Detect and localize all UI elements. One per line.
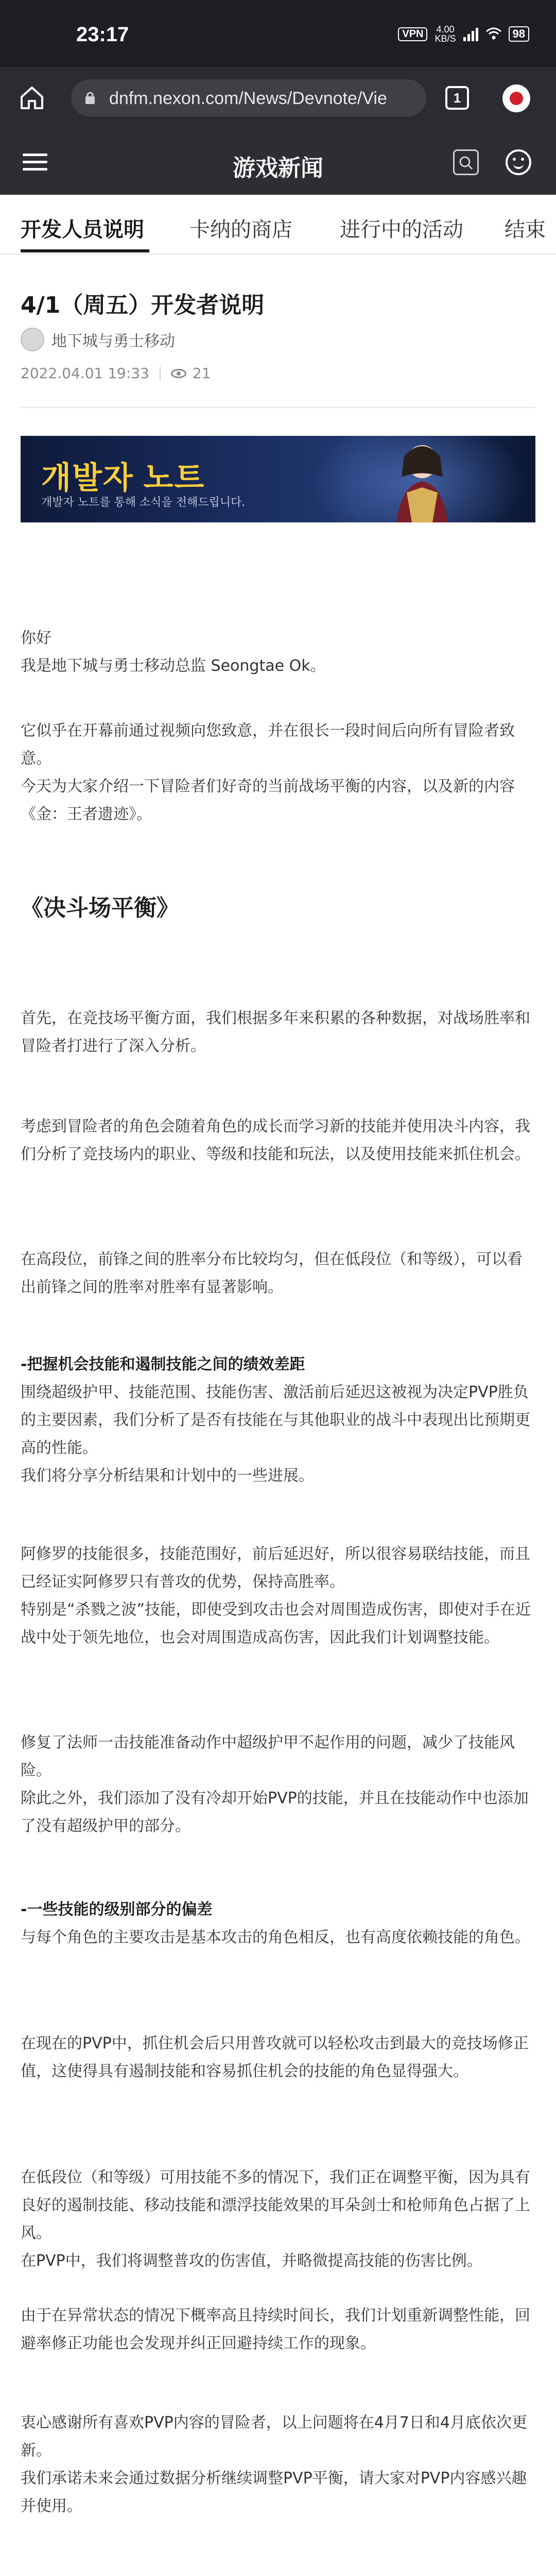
header-divider [21,407,535,408]
tab-switcher-button[interactable]: 1 [445,86,469,110]
meta-divider [160,367,161,380]
paragraph-pvp-thanks: 衷心感谢所有喜欢PVP内容的冒险者，以上问题将在4月7日和4月底依次更新。 我们承诺未来会通过数据分析继续调整PVP平衡，请大家对PVP内容感兴趣并使用。 [21,2414,527,2515]
author-name: 地下城与勇士移动 [51,332,175,350]
category-tabs [0,195,556,255]
clock: 23:17 [76,23,129,46]
avatar [21,328,44,351]
paragraph-asura: 阿修罗的技能很多，技能范围好，前后延迟好，所以很容易联结技能，而且已经证实阿修罗只有普攻的优势，保持高胜率。 特别是“杀戮之波”技能，即使受到攻击也会对周围造成伤害，即使对手在近战中处于领先地位，也会对周围造成高伤害，因此我们计划调整技能。 [21,1545,531,1647]
banner-subtitle: 개발자 노트를 통해 소식을 전해드립니다. [41,496,246,509]
profile-icon[interactable] [502,84,530,112]
active-tab-indicator [21,249,149,252]
subheading-level-deviation: -一些技能的级别部分的偏差 [21,1901,213,1919]
address-bar[interactable] [71,79,426,116]
home-icon[interactable] [19,84,45,111]
view-count: 21 [192,365,211,382]
battery-icon: 98 [509,26,529,42]
tab-kana-shop[interactable]: 卡纳的商店 [189,218,292,242]
status-bar [0,0,556,67]
url-text: dnfm.nexon.com/News/Devnote/Vie [109,89,387,108]
article-author [21,328,175,351]
eye-icon [171,369,186,378]
wifi-icon [486,27,501,41]
tab-ended[interactable]: 结束 [505,218,546,242]
paragraph-balance-3: 在高段位，前锋之间的胜率分布比较均匀，但在低段位（和等级），可以看出前锋之间的胜率对胜率有显著影响。 [21,1250,523,1296]
app-header [0,129,556,195]
paragraph-level-4: 由于在异常状态的情况下概率高且持续时间长，我们计划重新调整性能，回避率修正功能也会发现并纠正回避持续工作的现象。 [21,2307,530,2352]
tab-ongoing-events[interactable]: 进行中的活动 [340,218,463,242]
search-icon[interactable] [453,149,479,175]
paragraph-level-2: 在现在的PVP中，抓住机会后只用普攻就可以轻松攻击到最大的竞技场修正值，这使得具有遏制技能和容易抓住机会的技能的角色显得强大。 [21,2035,529,2080]
dev-note-banner [21,436,535,522]
smile-icon[interactable] [506,149,531,175]
vpn-badge: VPN [398,27,427,41]
system-icons [398,25,529,43]
banner-title: 개발자 노트 [41,461,205,495]
paragraph-greeting: 你好 我是地下城与勇士移动总监 Seongtae Ok。 [21,629,326,675]
paragraph-mage: 修复了法师一击技能准备动作中超级护甲不起作用的问题，减少了技能风险。 除此之外，我们添加了没有冷却开始PVP的技能，并且在技能动作中也添加了没有超级护甲的部分。 [21,1734,529,1835]
paragraph-level-3: 在低段位（和等级）可用技能不多的情况下，我们正在调整平衡，因为具有良好的遏制技能、移动技能和漂浮技能效果的耳朵剑士和枪师角色占据了上风。 在PVP中，我们将调整普攻的伤害值，并略微提高技能的伤害比例。 [21,2168,530,2270]
article-title: 4/1（周五）开发者说明 [21,292,265,318]
paragraph-level-1: 与每个角色的主要攻击是基本攻击的角色相反，也有高度依赖技能的角色。 [21,1928,530,1946]
network-speed: 4.00 KB/S [435,24,456,44]
tab-dev-notes[interactable]: 开发人员说明 [21,218,144,242]
signal-icon [463,27,479,41]
browser-toolbar [0,67,556,129]
subheading-skill-gap: -把握机会技能和遏制技能之间的绩效差距 [21,1355,305,1374]
article-meta [21,365,211,382]
article-date: 2022.04.01 19:33 [21,365,149,382]
lock-icon [84,91,96,105]
paragraph-balance-2: 考虑到冒险者的角色会随着角色的成长而学习新的技能并使用决斗内容，我们分析了竞技场内的职业、等级和技能和玩法，以及使用技能来抓住机会。 [21,1117,530,1163]
paragraph-intro: 它似乎在开幕前通过视频向您致意，并在很长一段时间后向所有冒险者致意。 今天为大家介绍一下冒险者们好奇的当前战场平衡的内容，以及新的内容《金：王者遗迹》。 [21,722,515,823]
section-heading-balance: 《决斗场平衡》 [21,895,179,921]
character-illustration [376,441,468,522]
page-title: 游戏新闻 [233,155,323,181]
paragraph-skill-gap: 围绕超级护甲、技能范围、技能伤害、激活前后延迟这被视为决定PVP胜负的主要因素，我们分析了是否有技能在与其他职业的战斗中表现出比预期更高的性能。 我们将分享分析结果和计划中的一些进展。 [21,1383,530,1485]
paragraph-balance-1: 首先，在竞技场平衡方面，我们根据多年来积累的各种数据，对战场胜率和冒险者打进行了深入分析。 [21,1009,530,1055]
